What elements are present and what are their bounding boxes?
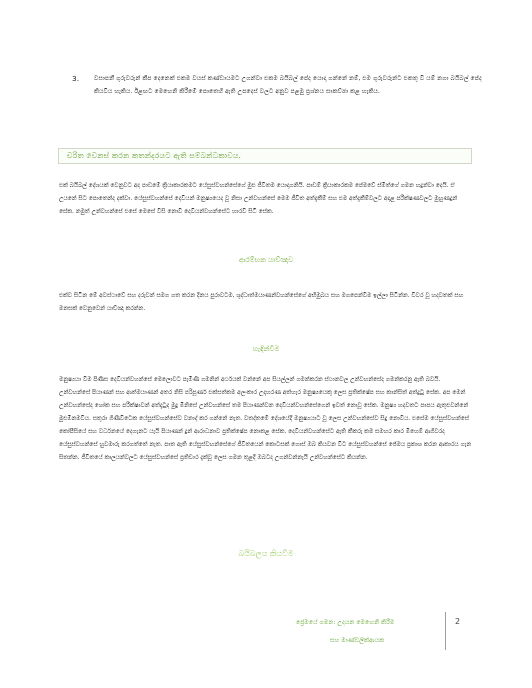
list-text: වසාපනී ගුරුවරුන් කීප දෙනෙක් එකම වයස් කණ්ඩායමට උගන්වා එකම බයිබල් පේද යොදා ගන්නේ නම්, එම ගුරුවරුන්ට එකතු වී යම් නගා බයිබල් පේද කියවිය හැකිය. ඊළඟට මෙහෙනි කිරීමේ පොතෙහි ඇති උපදෙස් වලට අනුව පළමු ප්‍රශ්නය සාකච්ඡා කළ හැකිය. xyxy=(94,75,482,96)
paragraph-intro: එක් බයිබල් දේශයක් වෙනුවට අද පාඩමේ ක්‍රියාකාරකමට යේසුස්වහන්සේගේ මුළු ජීවිතම යොදාගනියි. පාඩම් ක්‍රියාකාරකම පේමවේ ස්මිත්ගේ ගමන හදුන්වා දෙයි. ඒ උයනේ සිට පොතෙන්ද දක්වා. යේසුස්වහන්සේ දෙවියන් මනුෂ්‍යයෙද වූ නිසා උන්වහන්සේ මෙම ජීවිත අත්දැකීම් සහ එම අත්දැකීම්වලට අදාළ පරීක්ෂණවලට මුහුණදුන් සේක. නමුත් උන්වහන්සේ එසේ මෙසේ වීසි නොවී දෙවියන්වහන්සේට හාරවී සිටි සේක. xyxy=(59,183,458,215)
footer-title: ප්‍රේමයේ ගමන: උදයන මෙහෙනි කිරීම xyxy=(296,619,395,626)
footer-subtitle: සහ මාණ්ඩලික්ආයක xyxy=(330,637,385,644)
list-number: 3. xyxy=(72,74,80,83)
subheading-bible-reading: බයිබලය කියවීම xyxy=(238,549,294,558)
subheading-introduction: හැඳින්වීම xyxy=(252,345,280,353)
page-number: 2 xyxy=(455,617,461,626)
paragraph-introduction: මනුෂ්‍යයා වීම පිණිස දෙවියන්වහන්සේ මෙලොවට පැමිණී ගමනින් අර්ථයක් වන්නේ අප සියල්ලන් ගමන්කරන ස්ථානවල උන්වහන්සේද ගමන්කරනු ඇති බවයි. උන්වහන්සේ පියාණන් සහ ආත්මයාණන් අතර නිසි පරිපූර්ණ එක්සත්කම අලංකාර උදාහරණ අත්හැර මනුෂ්‍යයෙකු ලෙස ප්‍රතික්ෂේප සහ කාන්සිත් අත්දුටු සේක. අප මෙන් උන්වහන්සේද ශෝක සහ පරීක්ෂාවන් අත්දැටුද මුදු මිනිසේ උන්වහන්සේ තම පියාණන්වන දෙවියන්වහන්සේගෙන් ඉවත් නොවූ සේක. මනුෂ්‍ය හදවතට පාපය ඇතුළුවන්නේ මුළුමිනමවිය. සතුරා ගිණීවිටෙක යේසුස්වහන්සේව වනාද් කර ගන්නේ නැත. වතද්තමේ දේශයේදී මනුෂ්‍යයාට වූ ලෙස උන්වහන්සේව සිදු නොවීය. එසේම යේසුස්වහන්සේ කෝපීසියේ සහ වර්ධනයේ දෙගැනට යැයි පියාණන් දුන් ආරාධනාව ප්‍රතික්ෂේප නොකළ සේක. දෙවියන්වහන්සේට ඇති කීකරු කම සමහර කාර මිහෙම් ආගිවරද යේසුස්වහන්සේ හුවමාරු කරගත්තේ නැත. පාත ඇති යේසුස්වහන්සේගේ ජීවිතයෙන් කොටසක් ගොස් ඔබ කියවන විට යේසුස්වහන්සේ ජේමය ප්‍රකාශ කරන ආකාරය ගැන සිතන්න. ජීවිතයේ කාලයන්වලට යේසුස්වහන්සේ ප්‍රතිචාර දැක්වූ ලෙස ගමන තුළදී ඔබටද උගන්වන්නැයි උන්වහන්සේට කියන්න. xyxy=(59,377,472,461)
numbered-list-item xyxy=(72,72,482,98)
paragraph-prayer: එක්ව සිටින මේ අවස්ථාවේ සහ දරුවන් සමග ගත කරන දිනය පුරාවටම, ශුද්ධාත්මයාණන්වහන්සේගේ අභිමුඛය සහ මගපෙන්වීම ඉල්ලා සිටින්න. චිවර වූ හදවතක් සහ මනසක් වෙනුවෙන් යාච්ඤා කරන්න. xyxy=(59,293,464,312)
footer-divider xyxy=(445,612,446,650)
subheading-opening-prayer: ආරම්භක යාච්ඤාව xyxy=(238,256,294,264)
section-heading-box xyxy=(58,148,472,164)
section-heading: චරිත වෙනස් කරන කතන්දරයට ඇති සම්බන්ධකාවය. xyxy=(67,151,242,160)
